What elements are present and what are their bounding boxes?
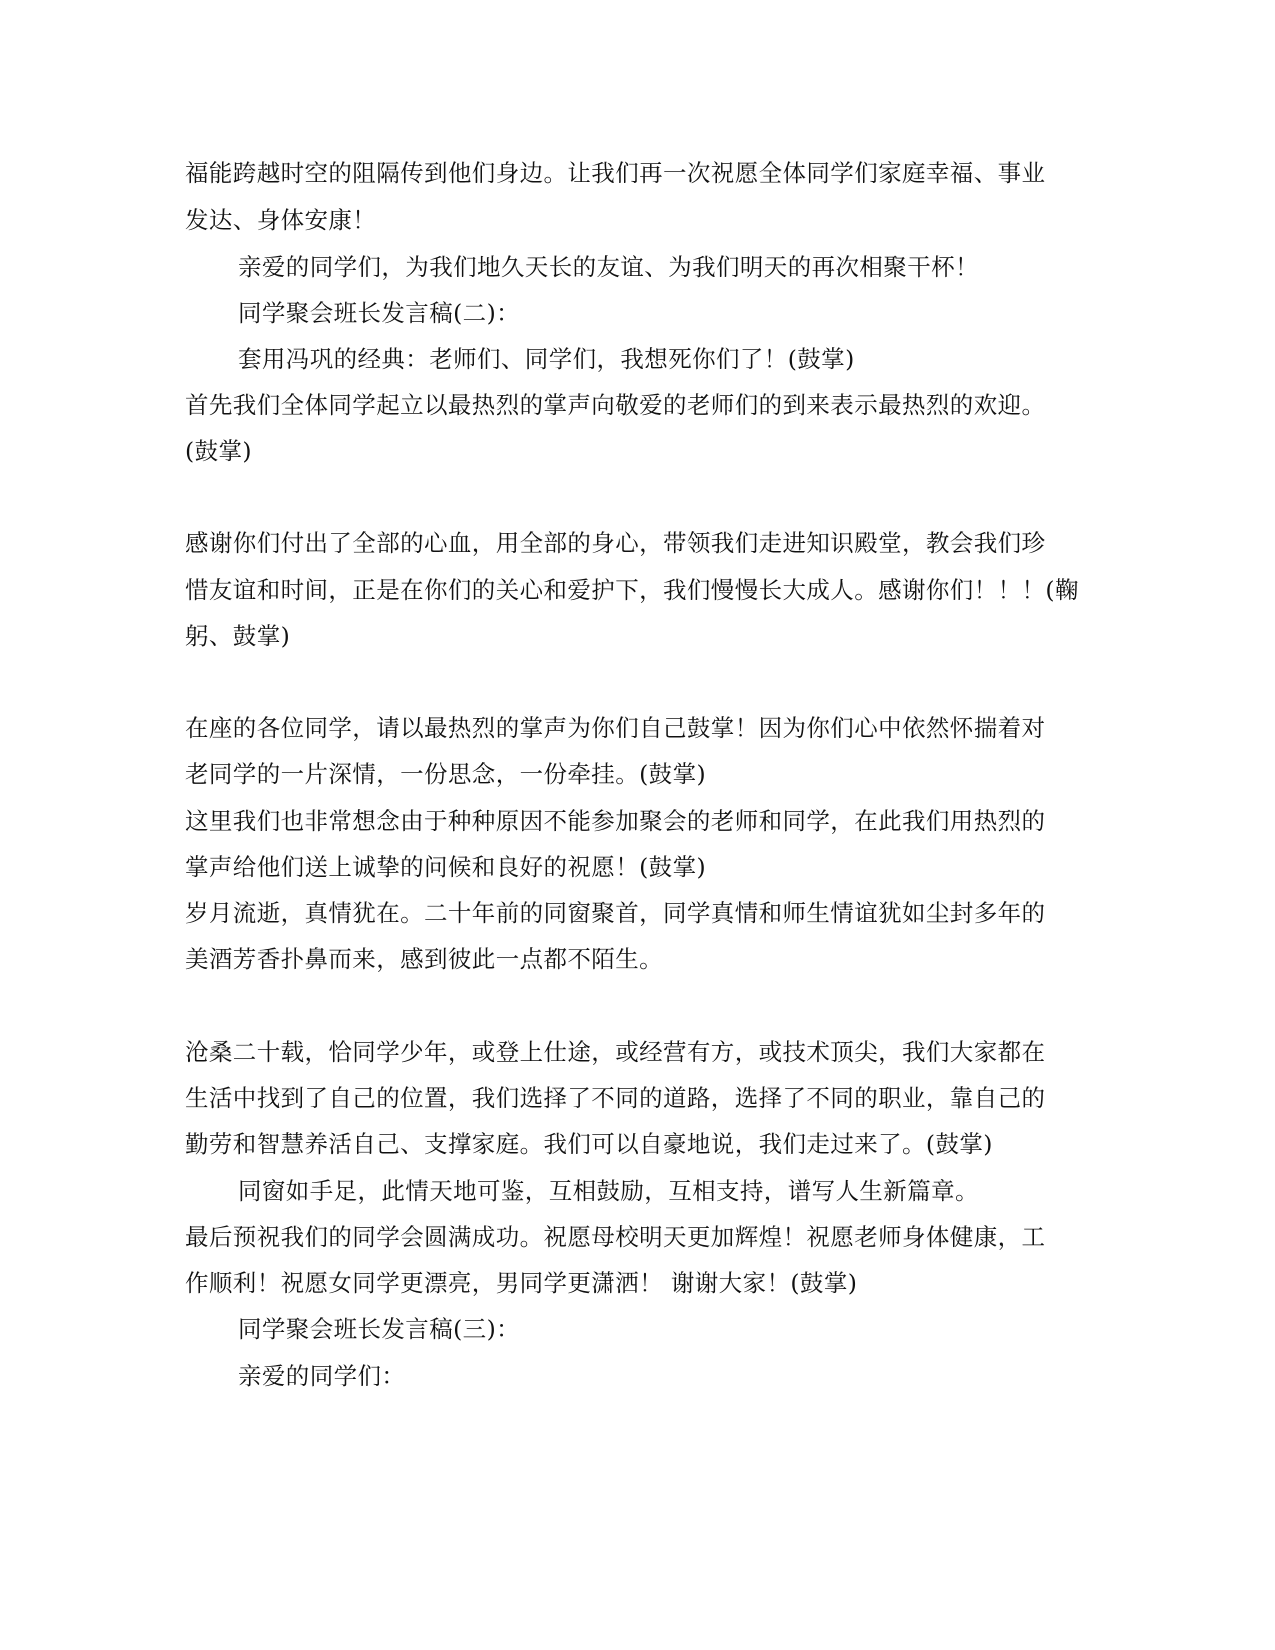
text-line: 同窗如手足，此情天地可鉴，互相鼓励，互相支持，谱写人生新篇章。 — [238, 1177, 979, 1205]
text-line: 在座的各位同学，请以最热烈的掌声为你们自己鼓掌！因为你们心中依然怀揣着对 — [185, 714, 1046, 742]
section-heading: 同学聚会班长发言稿(三)： — [238, 1315, 521, 1343]
text-line: 勤劳和智慧养活自己、支撑家庭。我们可以自豪地说，我们走过来了。(鼓掌) — [185, 1130, 993, 1158]
text-line: 最后预祝我们的同学会圆满成功。祝愿母校明天更加辉煌！祝愿老师身体健康，工 — [185, 1223, 1046, 1251]
text-line: 掌声给他们送上诚挚的问候和良好的祝愿！(鼓掌) — [185, 853, 707, 881]
text-line: 感谢你们付出了全部的心血，用全部的身心，带领我们走进知识殿堂，教会我们珍 — [185, 529, 1046, 557]
text-line: 首先我们全体同学起立以最热烈的掌声向敬爱的老师们的到来表示最热烈的欢迎。 — [185, 391, 1046, 419]
text-line: (鼓掌) — [185, 437, 252, 465]
text-line: 美酒芳香扑鼻而来，感到彼此一点都不陌生。 — [185, 945, 663, 973]
text-line: 发达、身体安康！ — [185, 206, 377, 234]
text-line: 沧桑二十载，恰同学少年，或登上仕途，或经营有方，或技术顶尖，我们大家都在 — [185, 1038, 1046, 1066]
section-heading: 同学聚会班长发言稿(二)： — [238, 299, 521, 327]
text-line: 生活中找到了自己的位置，我们选择了不同的道路，选择了不同的职业，靠自己的 — [185, 1084, 1046, 1112]
text-line: 躬、鼓掌) — [185, 622, 291, 650]
text-line: 岁月流逝，真情犹在。二十年前的同窗聚首，同学真情和师生情谊犹如尘封多年的 — [185, 899, 1046, 927]
text-line: 老同学的一片深情，一份思念，一份牵挂。(鼓掌) — [185, 760, 707, 788]
text-line: 作顺利！祝愿女同学更漂亮，男同学更潇洒！ 谢谢大家！(鼓掌) — [185, 1269, 858, 1297]
text-line: 这里我们也非常想念由于种种原因不能参加聚会的老师和同学，在此我们用热烈的 — [185, 807, 1046, 835]
text-line: 套用冯巩的经典：老师们、同学们，我想死你们了！(鼓掌) — [238, 345, 855, 373]
text-line: 亲爱的同学们： — [238, 1362, 406, 1390]
text-line: 亲爱的同学们，为我们地久天长的友谊、为我们明天的再次相聚干杯！ — [238, 253, 979, 281]
text-line: 福能跨越时空的阻隔传到他们身边。让我们再一次祝愿全体同学们家庭幸福、事业 — [185, 159, 1046, 187]
text-line: 惜友谊和时间，正是在你们的关心和爱护下，我们慢慢长大成人。感谢你们！！！(鞠 — [185, 576, 1079, 604]
